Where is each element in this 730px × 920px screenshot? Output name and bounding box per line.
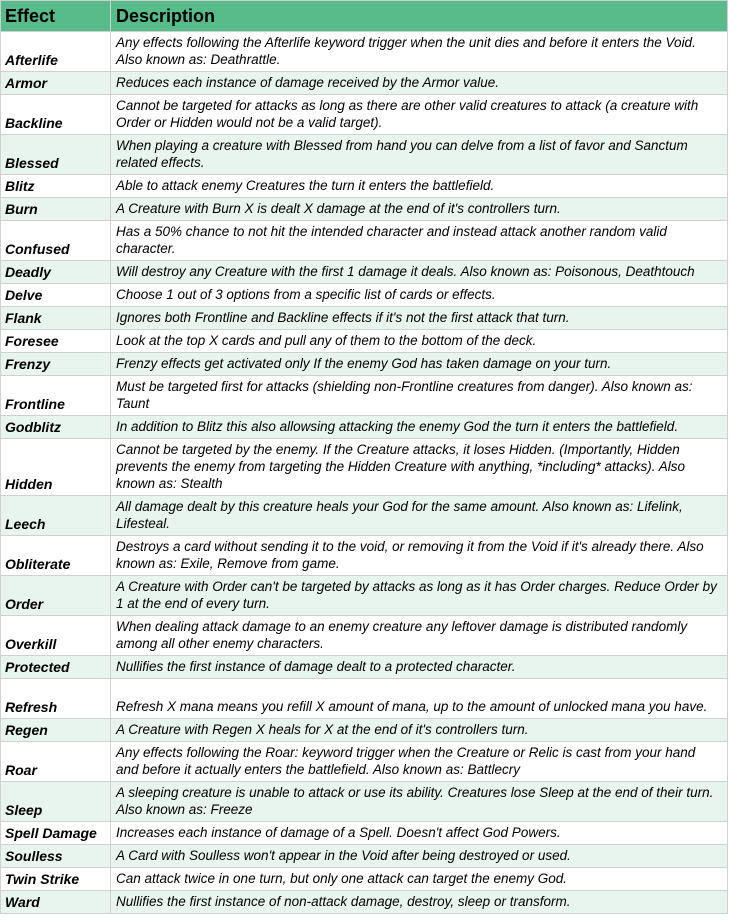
effect-cell[interactable]: Deadly (1, 261, 111, 284)
table-row (1, 221, 728, 261)
description-cell[interactable]: Cannot be targeted for attacks as long as there are other valid creatures to attack (a creature with Order or Hidden would not be a valid target). (111, 95, 728, 135)
effect-cell[interactable]: Blitz (1, 175, 111, 198)
table-row (1, 95, 728, 135)
table-row (1, 261, 728, 284)
table-row (1, 679, 728, 719)
table-row (1, 135, 728, 175)
description-cell[interactable]: Can attack twice in one turn, but only one attack can target the enemy God. (111, 868, 728, 891)
table-row (1, 616, 728, 656)
effect-cell[interactable]: Regen (1, 719, 111, 742)
effect-cell[interactable]: Afterlife (1, 32, 111, 72)
table-row (1, 822, 728, 845)
effect-cell[interactable]: Burn (1, 198, 111, 221)
description-cell[interactable]: A Creature with Regen X heals for X at the end of it's controllers turn. (111, 719, 728, 742)
effect-cell[interactable]: Flank (1, 307, 111, 330)
table-row (1, 32, 728, 72)
description-cell[interactable]: All damage dealt by this creature heals your God for the same amount. Also known as: Lifelink, Lifesteal. (111, 496, 728, 536)
description-cell[interactable]: A sleeping creature is unable to attack or use its ability. Creatures lose Sleep at the end of their turn. Also known as: Freeze (111, 782, 728, 822)
description-cell[interactable]: Nullifies the first instance of non-attack damage, destroy, sleep or transform. (111, 891, 728, 914)
table-row (1, 198, 728, 221)
table-row (1, 376, 728, 416)
description-cell[interactable]: When dealing attack damage to an enemy creature any leftover damage is distributed randomly among all other enemy characters. (111, 616, 728, 656)
effect-cell[interactable]: Protected (1, 656, 111, 679)
effect-cell[interactable]: Order (1, 576, 111, 616)
effect-cell[interactable]: Spell Damage (1, 822, 111, 845)
description-cell[interactable]: Has a 50% chance to not hit the intended character and instead attack another random valid character. (111, 221, 728, 261)
effect-cell[interactable]: Leech (1, 496, 111, 536)
table-row (1, 72, 728, 95)
description-column-header[interactable]: Description (111, 1, 728, 32)
effect-cell[interactable]: Foresee (1, 330, 111, 353)
description-cell[interactable]: Frenzy effects get activated only If the enemy God has taken damage on your turn. (111, 353, 728, 376)
header-row (1, 1, 728, 32)
effect-cell[interactable]: Godblitz (1, 416, 111, 439)
table-row (1, 576, 728, 616)
description-cell[interactable]: A Card with Soulless won't appear in the Void after being destroyed or used. (111, 845, 728, 868)
description-cell[interactable]: Any effects following the Roar: keyword trigger when the Creature or Relic is cast from your hand and before it actually enters the battlefield. Also known as: Battlecry (111, 742, 728, 782)
description-cell[interactable]: A Creature with Burn X is dealt X damage at the end of it's controllers turn. (111, 198, 728, 221)
table-row (1, 782, 728, 822)
table-row (1, 656, 728, 679)
description-cell[interactable]: Will destroy any Creature with the first 1 damage it deals. Also known as: Poisonous, Deathtouch (111, 261, 728, 284)
description-cell[interactable]: Refresh X mana means you refill X amount of mana, up to the amount of unlocked mana you have. (111, 679, 728, 719)
effect-cell[interactable]: Refresh (1, 679, 111, 719)
description-cell[interactable]: Any effects following the Afterlife keyword trigger when the unit dies and before it enters the Void. Also known as: Deathrattle. (111, 32, 728, 72)
description-cell[interactable]: Look at the top X cards and pull any of them to the bottom of the deck. (111, 330, 728, 353)
description-cell[interactable]: When playing a creature with Blessed from hand you can delve from a list of favor and Sanctum related effects. (111, 135, 728, 175)
description-cell[interactable]: Able to attack enemy Creatures the turn it enters the battlefield. (111, 175, 728, 198)
table-row (1, 742, 728, 782)
table-row (1, 307, 728, 330)
effect-cell[interactable]: Blessed (1, 135, 111, 175)
table-row (1, 496, 728, 536)
table-row (1, 845, 728, 868)
effect-cell[interactable]: Sleep (1, 782, 111, 822)
effect-cell[interactable]: Soulless (1, 845, 111, 868)
table-row (1, 719, 728, 742)
effect-column-header[interactable]: Effect (1, 1, 111, 32)
effect-cell[interactable]: Obliterate (1, 536, 111, 576)
table-row (1, 284, 728, 307)
effect-cell[interactable]: Frontline (1, 376, 111, 416)
effect-cell[interactable]: Hidden (1, 439, 111, 496)
effect-cell[interactable]: Ward (1, 891, 111, 914)
description-cell[interactable]: Nullifies the first instance of damage dealt to a protected character. (111, 656, 728, 679)
description-cell[interactable]: Must be targeted first for attacks (shielding non-Frontline creatures from danger). Also known as: Taunt (111, 376, 728, 416)
description-cell[interactable]: In addition to Blitz this also allowsing attacking the enemy God the turn it enters the battlefield. (111, 416, 728, 439)
effect-cell[interactable]: Frenzy (1, 353, 111, 376)
table-row (1, 891, 728, 914)
description-cell[interactable]: A Creature with Order can't be targeted by attacks as long as it has Order charges. Reduce Order by 1 at the end of every turn. (111, 576, 728, 616)
effect-cell[interactable]: Overkill (1, 616, 111, 656)
effect-cell[interactable]: Backline (1, 95, 111, 135)
table-row (1, 536, 728, 576)
effect-cell[interactable]: Confused (1, 221, 111, 261)
effect-cell[interactable]: Twin Strike (1, 868, 111, 891)
description-cell[interactable]: Increases each instance of damage of a Spell. Doesn't affect God Powers. (111, 822, 728, 845)
table-row (1, 353, 728, 376)
table-row (1, 175, 728, 198)
table-row (1, 439, 728, 496)
table-row (1, 330, 728, 353)
table-row (1, 868, 728, 891)
effect-cell[interactable]: Armor (1, 72, 111, 95)
description-cell[interactable]: Choose 1 out of 3 options from a specific list of cards or effects. (111, 284, 728, 307)
description-cell[interactable]: Ignores both Frontline and Backline effects if it's not the first attack that turn. (111, 307, 728, 330)
description-cell[interactable]: Reduces each instance of damage received by the Armor value. (111, 72, 728, 95)
description-cell[interactable]: Cannot be targeted by the enemy. If the Creature attacks, it loses Hidden. (Importantly, Hidden prevents the enemy from targeting the Hidden Creature with anything, *including* attacks). Also known as: Stealth (111, 439, 728, 496)
effect-cell[interactable]: Roar (1, 742, 111, 782)
table-row (1, 416, 728, 439)
description-cell[interactable]: Destroys a card without sending it to the void, or removing it from the Void if it's already there. Also known as: Exile, Remove from game. (111, 536, 728, 576)
effect-cell[interactable]: Delve (1, 284, 111, 307)
